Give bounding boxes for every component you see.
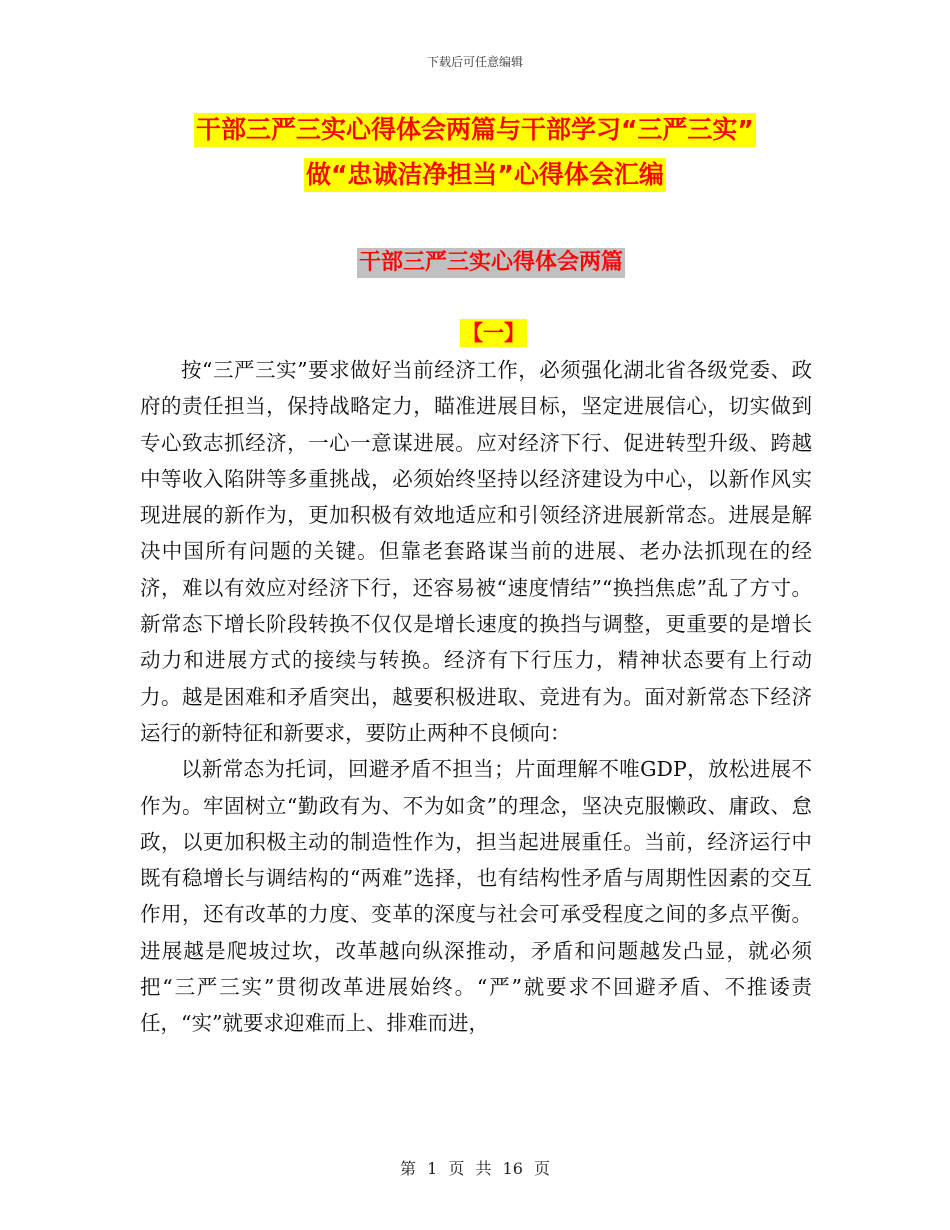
header-note: 下载后可任意编辑 [426,55,523,69]
paragraph-1: 按“三严三实”要求做好当前经济工作，必须强化湖北省各级党委、政府的责任担当，保持战略定力，瞄准进展目标，坚定进展信心，切实做到专心致志抓经济，一心一意谋进展。应对经济下行、促进转型升级、跨越中等收入陷阱等多重挑战，必须始终坚持以经济建设为中心，以新作风实现进展的新作为，更加积极有效地适应和引领经济进展新常态。进展是解决中国所有问题的关键。但靠老套路谋当前的进展、老办法抓现在的经济，难以有效应对经济下行，还容易被“速度情结”“换挡焦虑”乱了方寸。新常态下增长阶段转换不仅仅是增长速度的换挡与调整，更重要的是增长动力和进展方式的接续与转换。经济有下行压力，精神状态要有上行动力。越是困难和矛盾突出，越要积极进取、竞进有为。面对新常态下经济运行的新特征和新要求，要防止两种不良倾向： [140,358,812,745]
document-title-line-2: 做“忠诚洁净担当”心得体会汇编 [304,158,666,192]
page-footer: 第 1 页 共 16 页 [400,1159,550,1178]
document-title-line-1: 干部三严三实心得体会两篇与干部学习“三严三实” [194,113,756,147]
section-subtitle: 干部三严三实心得体会两篇 [357,248,625,278]
section-number: 【一】 [462,321,525,345]
paragraph-2: 以新常态为托词，回避矛盾不担当；片面理解不唯GDP，放松进展不作为。牢固树立“勤政有为、不为如贪”的理念，坚决克服懒政、庸政、怠政，以更加积极主动的制造性作为，担当起进展重任。当前，经济运行中既有稳增长与调结构的“两难”选择，也有结构性矛盾与周期性因素的交互作用，还有改革的力度、变革的深度与社会可承受程度之间的多点平衡。进展越是爬坡过坎，改革越向纵深推动，矛盾和问题越发凸显，就必须把“三严三实”贯彻改革进展始终。“严”就要求不回避矛盾、不推诿责任，“实”就要求迎难而上、排难而进， [140,757,812,1036]
body-text [140,352,812,1042]
